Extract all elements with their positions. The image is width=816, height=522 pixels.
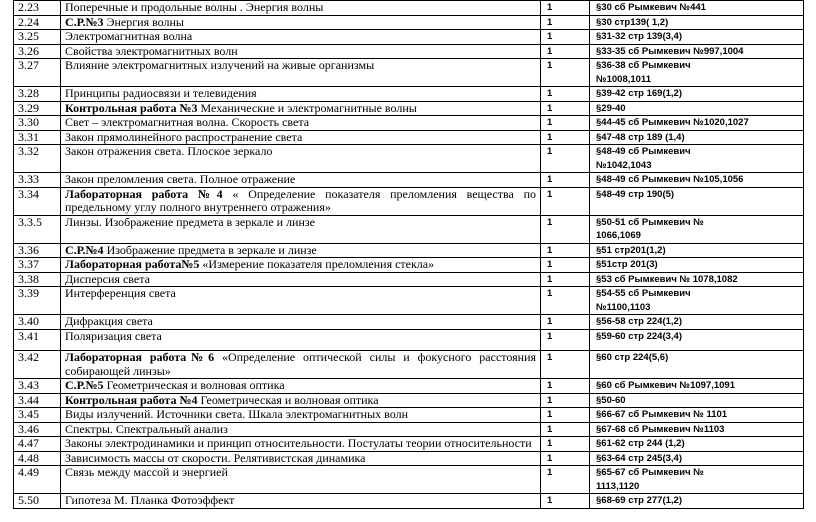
homework-line: §56-58 стр 224(1,2) [596, 316, 682, 327]
lesson-type-label: С.Р.№3 [65, 14, 104, 29]
lesson-hours: 1 [541, 116, 590, 131]
lesson-hours: 1 [541, 379, 590, 394]
lesson-topic-text: Дисперсия света [65, 271, 150, 286]
lesson-plan-table-wrapper [13, 0, 803, 509]
homework-cell [590, 329, 804, 351]
homework-cell [590, 437, 804, 452]
lesson-topic [61, 451, 541, 466]
lesson-hours: 1 [541, 437, 590, 452]
homework-cell [590, 30, 804, 45]
homework-cell [590, 101, 804, 116]
table-row [14, 315, 804, 330]
lesson-type-label: Контрольная работа №4 [65, 392, 198, 407]
homework-line: §50-51 сб Рымкевич № [596, 216, 704, 228]
lesson-topic [61, 101, 541, 116]
table-row [14, 408, 804, 423]
table-row [14, 215, 804, 243]
table-row [14, 393, 804, 408]
lesson-topic-text: Энергия волны [103, 14, 184, 29]
homework-cell [590, 215, 804, 243]
lesson-number: 3.31 [14, 130, 61, 145]
lesson-topic-text: Поперечные и продольные волны . Энергия волны [65, 0, 324, 14]
lesson-hours: 1 [541, 408, 590, 423]
table-row [14, 379, 804, 394]
homework-cell [590, 422, 804, 437]
homework-line: §44-45 сб Рымкевич №1020,1027 [596, 117, 749, 128]
lesson-hours: 1 [541, 1, 590, 16]
homework-cell [590, 287, 804, 315]
homework-cell [590, 87, 804, 102]
homework-cell [590, 408, 804, 423]
homework-cell [590, 130, 804, 145]
homework-line: §31-32 стр 139(3,4) [596, 31, 682, 42]
lesson-type-label: Контрольная работа №3 [65, 100, 198, 115]
lesson-number: 2.23 [14, 1, 61, 16]
lesson-number: 4.48 [14, 451, 61, 466]
lesson-number: 3.36 [14, 243, 61, 258]
homework-line: §39-42 стр 169(1,2) [596, 88, 682, 99]
lesson-topic-text: Законы электродинамики и принцип относительности. Постулаты теории относительности [65, 436, 532, 450]
lesson-topic [61, 187, 541, 215]
homework-cell [590, 379, 804, 394]
homework-line: §50-60 [596, 394, 626, 406]
lesson-hours: 1 [541, 329, 590, 351]
table-row [14, 272, 804, 287]
lesson-topic-text: Интерференция света [65, 286, 176, 300]
lesson-number: 3.3.5 [14, 215, 61, 243]
homework-line: §68-69 стр 277(1,2) [596, 495, 682, 506]
lesson-number: 3.42 [14, 351, 61, 379]
lesson-topic [61, 30, 541, 45]
homework-line: §48-49 сб Рымкевич [596, 146, 691, 157]
homework-cell [590, 494, 804, 509]
lesson-topic [61, 15, 541, 30]
table-row [14, 145, 804, 173]
lesson-topic-text: « Определение показателя преломления вещества по предельному углу полного внутреннего отражения» [65, 186, 537, 214]
lesson-hours: 1 [541, 287, 590, 315]
homework-line: §36-38 сб Рымкевич [596, 60, 691, 71]
lesson-hours: 1 [541, 187, 590, 215]
lesson-hours: 1 [541, 422, 590, 437]
homework-cell [590, 466, 804, 494]
lesson-topic [61, 116, 541, 131]
lesson-number: 3.28 [14, 87, 61, 102]
lesson-number: 3.29 [14, 101, 61, 116]
lesson-hours: 1 [541, 243, 590, 258]
lesson-topic [61, 1, 541, 16]
homework-line: §51 стр201(1,2) [596, 244, 666, 256]
lesson-number: 3.46 [14, 422, 61, 437]
lesson-topic-text: Геометрическая и волновая оптика [197, 392, 379, 407]
homework-line: §48-49 стр 190(5) [596, 188, 675, 200]
lesson-topic [61, 393, 541, 408]
table-row [14, 329, 804, 351]
lesson-hours: 1 [541, 258, 590, 273]
lesson-number: 3.32 [14, 145, 61, 173]
homework-cell [590, 243, 804, 258]
lesson-hours: 1 [541, 30, 590, 45]
lesson-plan-table [13, 0, 804, 509]
table-row [14, 494, 804, 509]
lesson-topic-text: Геометрическая и волновая оптика [103, 378, 285, 392]
lesson-topic-text: Линзы. Изображение предмета в зеркале и линзе [65, 214, 315, 229]
homework-line: №1100,1103 [596, 301, 651, 313]
table-row [14, 116, 804, 131]
lesson-number: 3.27 [14, 59, 61, 87]
homework-cell [590, 44, 804, 59]
lesson-topic [61, 44, 541, 59]
lesson-number: 3.40 [14, 315, 61, 330]
homework-cell [590, 145, 804, 173]
lesson-topic [61, 130, 541, 145]
lesson-hours: 1 [541, 215, 590, 243]
lesson-number: 3.30 [14, 116, 61, 131]
table-row [14, 87, 804, 102]
homework-line: §30 сб Рымкевич №441 [596, 2, 706, 13]
lesson-hours: 1 [541, 145, 590, 173]
homework-line: §60 сб Рымкевич №1097,1091 [596, 380, 736, 391]
lesson-hours: 1 [541, 130, 590, 145]
table-row [14, 287, 804, 315]
homework-line: §59-60 стр 224(3,4) [596, 330, 682, 342]
homework-cell [590, 15, 804, 30]
table-row [14, 44, 804, 59]
homework-line: §48-49 сб Рымкевич №105,1056 [596, 174, 744, 185]
lesson-number: 3.43 [14, 379, 61, 394]
homework-cell [590, 116, 804, 131]
lesson-topic [61, 215, 541, 243]
lesson-number: 3.26 [14, 44, 61, 59]
table-row [14, 437, 804, 452]
homework-cell [590, 173, 804, 188]
homework-line: §61-62 стр 244 (1,2) [596, 438, 685, 449]
lesson-hours: 1 [541, 59, 590, 87]
lesson-topic-text: «Измерение показателя преломления стекла» [199, 257, 435, 271]
lesson-topic-text: Механические и электромагнитные волны [197, 100, 417, 115]
homework-cell [590, 351, 804, 379]
lesson-topic [61, 494, 541, 509]
lesson-topic-text: Свет – электромагнитная волна. Скорость света [65, 115, 310, 129]
lesson-hours: 1 [541, 15, 590, 30]
lesson-topic [61, 315, 541, 330]
table-row [14, 173, 804, 188]
homework-line: §53 сб Рымкевич № 1078,1082 [596, 273, 738, 285]
lesson-number: 3.39 [14, 287, 61, 315]
lesson-hours: 1 [541, 173, 590, 188]
lesson-type-label: Лабораторная работа№5 [65, 257, 200, 271]
homework-line: §51стр 201(3) [596, 259, 658, 270]
lesson-topic [61, 379, 541, 394]
lesson-number: 3.34 [14, 187, 61, 215]
table-row [14, 243, 804, 258]
lesson-hours: 1 [541, 315, 590, 330]
table-row [14, 466, 804, 494]
lesson-number: 3.37 [14, 258, 61, 273]
homework-cell [590, 451, 804, 466]
lesson-topic-text: «Определение оптической силы и фокусного расстояния собирающей линзы» [65, 350, 537, 378]
lesson-hours: 1 [541, 494, 590, 509]
lesson-topic-text: Гипотеза М. Планка Фотоэффект [65, 493, 235, 507]
lesson-hours: 1 [541, 466, 590, 494]
table-row [14, 187, 804, 215]
homework-line: §67-68 сб Рымкевич №1103 [596, 423, 725, 435]
lesson-topic [61, 243, 541, 258]
homework-line: 1066,1069 [596, 230, 641, 241]
lesson-topic [61, 287, 541, 315]
lesson-number: 2.24 [14, 15, 61, 30]
table-row [14, 351, 804, 379]
homework-line: §30 стр139( 1,2) [596, 16, 669, 28]
lesson-number: 3.41 [14, 329, 61, 351]
table-row [14, 1, 804, 16]
lesson-type-label: С.Р.№4 [65, 242, 104, 257]
lesson-number: 4.49 [14, 466, 61, 494]
table-row [14, 15, 804, 30]
homework-line: §66-67 сб Рымкевич № 1101 [596, 409, 728, 420]
homework-cell [590, 393, 804, 408]
table-row [14, 30, 804, 45]
lesson-number: 5.50 [14, 494, 61, 509]
table-row [14, 101, 804, 116]
lesson-plan-body [14, 1, 804, 509]
homework-line: §60 стр 224(5,6) [596, 352, 669, 363]
lesson-number: 3.25 [14, 30, 61, 45]
lesson-number: 3.38 [14, 272, 61, 287]
lesson-topic [61, 59, 541, 87]
lesson-topic-text: Дифракция света [65, 314, 153, 328]
lesson-topic [61, 272, 541, 287]
lesson-topic-text: Закон прямолинейного распространение света [65, 129, 303, 144]
lesson-topic [61, 87, 541, 102]
lesson-type-label: Лабораторная работа№6 [65, 350, 215, 364]
lesson-topic-text: Электромагнитная волна [65, 29, 193, 43]
lesson-topic [61, 351, 541, 379]
lesson-hours: 1 [541, 101, 590, 116]
lesson-topic [61, 437, 541, 452]
lesson-topic-text: Зависимость массы от скорости. Релятивистская динамика [65, 450, 366, 465]
table-row [14, 258, 804, 273]
homework-cell [590, 1, 804, 16]
lesson-type-label: С.Р.№5 [65, 378, 104, 392]
homework-line: 1113,1120 [596, 480, 640, 492]
homework-line: §54-55 сб Рымкевич [596, 288, 691, 299]
lesson-topic-text: Спектры. Спектральный анализ [65, 421, 228, 436]
table-row [14, 130, 804, 145]
lesson-topic [61, 466, 541, 494]
lesson-topic-text: Принципы радиосвязи и телевидения [65, 86, 257, 100]
homework-cell [590, 315, 804, 330]
lesson-topic-text: Поляризация света [65, 328, 162, 343]
lesson-topic [61, 173, 541, 188]
homework-cell [590, 59, 804, 87]
lesson-hours: 1 [541, 393, 590, 408]
lesson-topic-text: Закон преломления света. Полное отражение [65, 172, 296, 186]
homework-line: §33-35 сб Рымкевич №997,1004 [596, 45, 744, 57]
lesson-topic-text: Свойства электромагнитных волн [65, 43, 238, 58]
homework-line: №1008,1011 [596, 73, 651, 85]
table-row [14, 59, 804, 87]
homework-line: №1042,1043 [596, 159, 652, 171]
lesson-topic [61, 329, 541, 351]
lesson-number: 4.47 [14, 437, 61, 452]
lesson-topic-text: Связь между массой и энергией [65, 465, 228, 479]
lesson-hours: 1 [541, 44, 590, 59]
homework-cell [590, 258, 804, 273]
lesson-hours: 1 [541, 272, 590, 287]
lesson-topic-text: Закон отражения света. Плоское зеркало [65, 144, 273, 158]
lesson-topic [61, 422, 541, 437]
homework-line: §29-40 [596, 102, 626, 114]
homework-line: §65-67 сб Рымкевич № [596, 467, 704, 478]
lesson-topic-text: Виды излучений. Источники света. Шкала электромагнитных волн [65, 407, 408, 421]
table-row [14, 451, 804, 466]
lesson-number: 3.44 [14, 393, 61, 408]
lesson-topic-text: Изображение предмета в зеркале и линзе [103, 242, 317, 257]
lesson-topic [61, 145, 541, 173]
lesson-topic [61, 258, 541, 273]
lesson-number: 3.33 [14, 173, 61, 188]
homework-cell [590, 272, 804, 287]
table-row [14, 422, 804, 437]
lesson-hours: 1 [541, 87, 590, 102]
lesson-hours: 1 [541, 451, 590, 466]
lesson-type-label: Лабораторная работа №4 [65, 186, 223, 201]
homework-cell [590, 187, 804, 215]
lesson-hours: 1 [541, 351, 590, 379]
homework-line: §63-64 стр 245(3,4) [596, 452, 682, 464]
lesson-number: 3.45 [14, 408, 61, 423]
lesson-topic [61, 408, 541, 423]
homework-line: §47-48 стр 189 (1,4) [596, 131, 685, 143]
lesson-topic-text: Влияние электромагнитных излучений на живые организмы [65, 58, 375, 72]
